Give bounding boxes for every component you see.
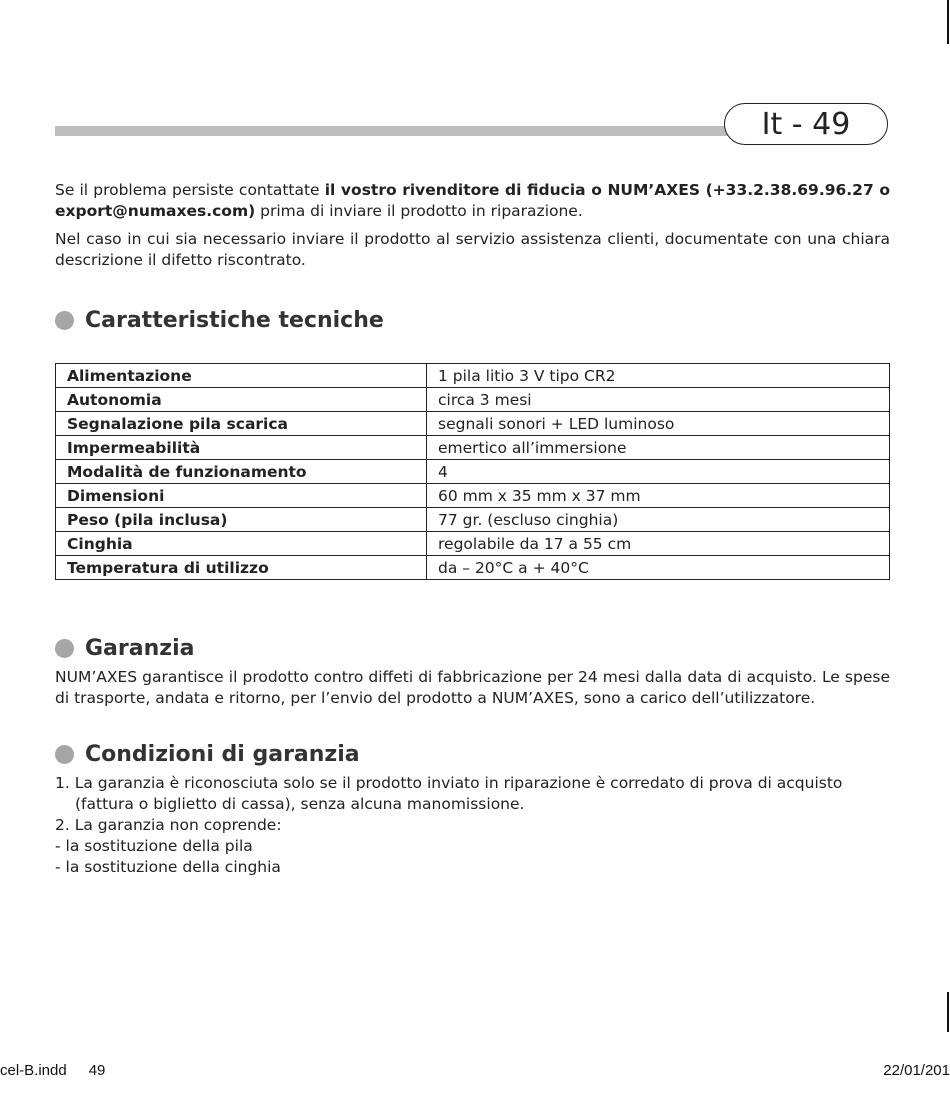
page-label: It - 49	[724, 103, 888, 145]
spec-value: 1 pila litio 3 V tipo CR2	[427, 364, 890, 388]
intro-text-end: prima di inviare il prodotto in riparazione.	[255, 202, 583, 220]
table-row	[56, 388, 890, 412]
list-item-continuation: (fattura o biglietto di cassa), senza alcuna manomissione.	[75, 795, 525, 813]
specs-table	[55, 363, 890, 580]
intro-text: Se il problema persiste contattate	[55, 181, 325, 199]
spec-label: Impermeabilità	[56, 436, 427, 460]
crop-mark-top	[947, 0, 949, 44]
bullet-icon	[55, 639, 74, 658]
bullet-icon	[55, 745, 74, 764]
footer-file: cel-B.indd	[0, 1062, 67, 1079]
table-row	[56, 508, 890, 532]
section-garanzia-title	[55, 636, 890, 661]
footer-file-info	[0, 1062, 105, 1079]
list-subitem: - la sostituzione della cinghia	[55, 858, 281, 876]
table-row	[56, 460, 890, 484]
section-title-text: Condizioni di garanzia	[85, 742, 360, 767]
intro-paragraph-1	[55, 180, 890, 222]
spec-label: Temperatura di utilizzo	[56, 556, 427, 580]
intro-paragraph-2: Nel caso in cui sia necessario inviare il prodotto al servizio assistenza clienti, documentate con una chiara descrizione il difetto riscontrato.	[55, 230, 890, 269]
table-row	[56, 412, 890, 436]
table-row	[56, 532, 890, 556]
spec-value: 77 gr. (escluso cinghia)	[427, 508, 890, 532]
spec-value: 60 mm x 35 mm x 37 mm	[427, 484, 890, 508]
footer-page: 49	[88, 1062, 106, 1079]
bullet-icon	[55, 311, 74, 330]
page-content	[55, 180, 890, 878]
table-row	[56, 556, 890, 580]
section-specs-title	[55, 308, 890, 333]
table-row	[56, 436, 890, 460]
spec-value: regolabile da 17 a 55 cm	[427, 532, 890, 556]
intro-contact: il vostro rivenditore di fiducia o NUM’AXES (+33.2.38.69.96.27 o export@numaxes.com)	[55, 181, 890, 220]
list-item: 2. La garanzia non coprende:	[55, 816, 282, 834]
spec-value: segnali sonori + LED luminoso	[427, 412, 890, 436]
list-subitem: - la sostituzione della pila	[55, 837, 253, 855]
spec-value: da – 20°C a + 40°C	[427, 556, 890, 580]
table-row	[56, 364, 890, 388]
header-rule	[55, 126, 735, 136]
crop-mark-bottom	[947, 992, 949, 1032]
garanzia-text: NUM’AXES garantisce il prodotto contro diffeti di fabbricazione per 24 mesi dalla data di acquisto. Le spese di trasporte, andata e ritorno, per l’envio del prodotto a NUM’AXES, sono a carico dell’utilizzatore.	[55, 668, 890, 707]
spec-label: Autonomia	[56, 388, 427, 412]
spec-label: Cinghia	[56, 532, 427, 556]
spec-value: emertico all’immersione	[427, 436, 890, 460]
spec-label: Peso (pila inclusa)	[56, 508, 427, 532]
list-item: 1. La garanzia è riconosciuta solo se il prodotto inviato in riparazione è corredato di prova di acquisto	[55, 774, 843, 792]
spec-value: circa 3 mesi	[427, 388, 890, 412]
table-row	[56, 484, 890, 508]
section-title-text: Garanzia	[85, 636, 195, 661]
section-condizioni-title	[55, 742, 890, 767]
spec-label: Alimentazione	[56, 364, 427, 388]
spec-label: Modalità de funzionamento	[56, 460, 427, 484]
spec-label: Dimensioni	[56, 484, 427, 508]
spec-label: Segnalazione pila scarica	[56, 412, 427, 436]
footer-date: 22/01/201	[883, 1062, 950, 1079]
section-title-text: Caratteristiche tecniche	[85, 308, 384, 333]
spec-value: 4	[427, 460, 890, 484]
